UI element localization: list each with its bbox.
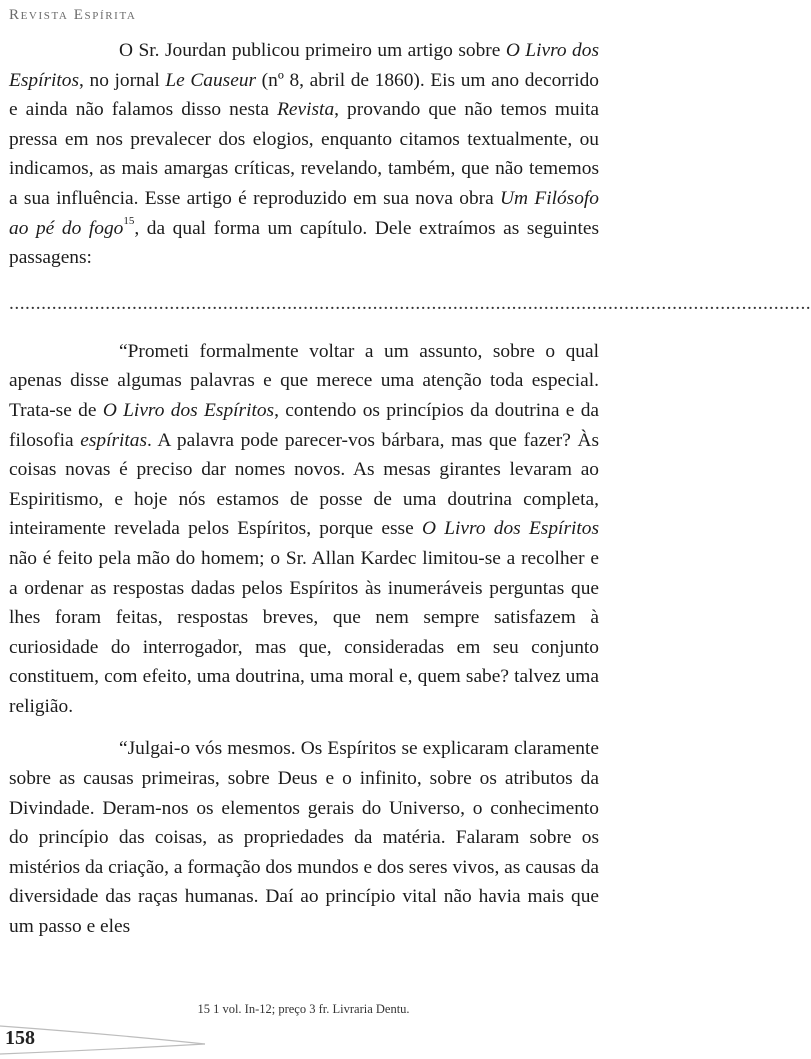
footnote: 15 1 vol. In-12; preço 3 fr. Livraria Dentu. bbox=[197, 1002, 410, 1016]
page-number: 158 bbox=[5, 1027, 35, 1049]
text-run: , provando que não temos muita pressa em nos prevalecer dos elogios, enquanto citamos textualmente, ou indicamos, as mais amargas críticas, revelando, também, que não tememos a sua influência. Esse artigo é reproduzido em sua nova obra bbox=[9, 99, 599, 209]
paragraph-gap bbox=[9, 721, 599, 734]
journal-title: Revista bbox=[277, 99, 335, 121]
text-run: , no jornal bbox=[79, 69, 166, 91]
text-run: . A palavra pode parecer-vos bárbara, mas que fazer? Às coisas novas é preciso dar nomes novos. As mesas girantes levaram ao Espiritismo, e hoje nós estamos de posse de uma doutrina completa, inteiramente revelada pelos Espíritos, porque esse bbox=[9, 429, 599, 540]
book-title: Um Filósofo ao pé do fogo bbox=[9, 187, 599, 239]
book-title: O Livro dos Espíritos bbox=[9, 40, 599, 91]
text-run: (nº 8, abril de 1860). Eis um ano decorrido e ainda não falamos disso nesta bbox=[9, 69, 599, 121]
book-title: O Livro dos Espíritos bbox=[421, 518, 600, 540]
paragraph-quote-1 bbox=[9, 337, 599, 722]
book-title: O Livro dos Espíritos bbox=[102, 399, 275, 421]
paragraph-intro bbox=[9, 36, 599, 273]
footnote-ref[interactable]: 15 bbox=[123, 215, 135, 228]
text-run: , contendo os princípios da doutrina e da filosofia bbox=[9, 399, 600, 451]
text-run: , da qual forma um capítulo. Dele extraímos as seguintes passagens: bbox=[9, 217, 599, 269]
dotted-divider: ...................................................................................................................................................... bbox=[9, 292, 811, 314]
newspaper-title: Le Causeur bbox=[165, 69, 257, 91]
paragraph-quote-2: “Julgai-o vós mesmos. Os Espíritos se explicaram claramente sobre as causas primeiras, sobre Deus e o infinito, sobre os atributos da Divindade. Deram-nos os elementos gerais do Universo, o conhecimento do princípio das coisas, as propriedades da matéria. Falaram sobre os mistérios da criação, a formação dos mundos e dos seres vivos, as causas da diversidade das raças humanas. Daí ao princípio vital não havia mais que um passo e eles bbox=[9, 738, 599, 938]
text-run: O Sr. Jourdan publicou primeiro um artigo sobre bbox=[119, 40, 506, 61]
emphasis: espíritas bbox=[80, 429, 148, 451]
text-run: “Prometi formalmente voltar a um assunto, sobre o qual apenas disse algumas palavras e que merece uma atenção toda especial. Trata-se de bbox=[9, 340, 599, 421]
running-header: Revista Espírita bbox=[9, 7, 137, 23]
text-run: não é feito pela mão do homem; o Sr. Allan Kardec limitou-se a recolher e a ordenar as respostas dadas pelos Espíritos às inumeráveis perguntas que lhes foram feitas, respostas breves, que nem sempre satisfazem à curiosidade do interrogador, mas que, consideradas em seu conjunto constituem, com efeito, uma doutrina, uma moral e, quem sabe? talvez uma religião. bbox=[9, 547, 599, 717]
page-body bbox=[9, 36, 811, 942]
